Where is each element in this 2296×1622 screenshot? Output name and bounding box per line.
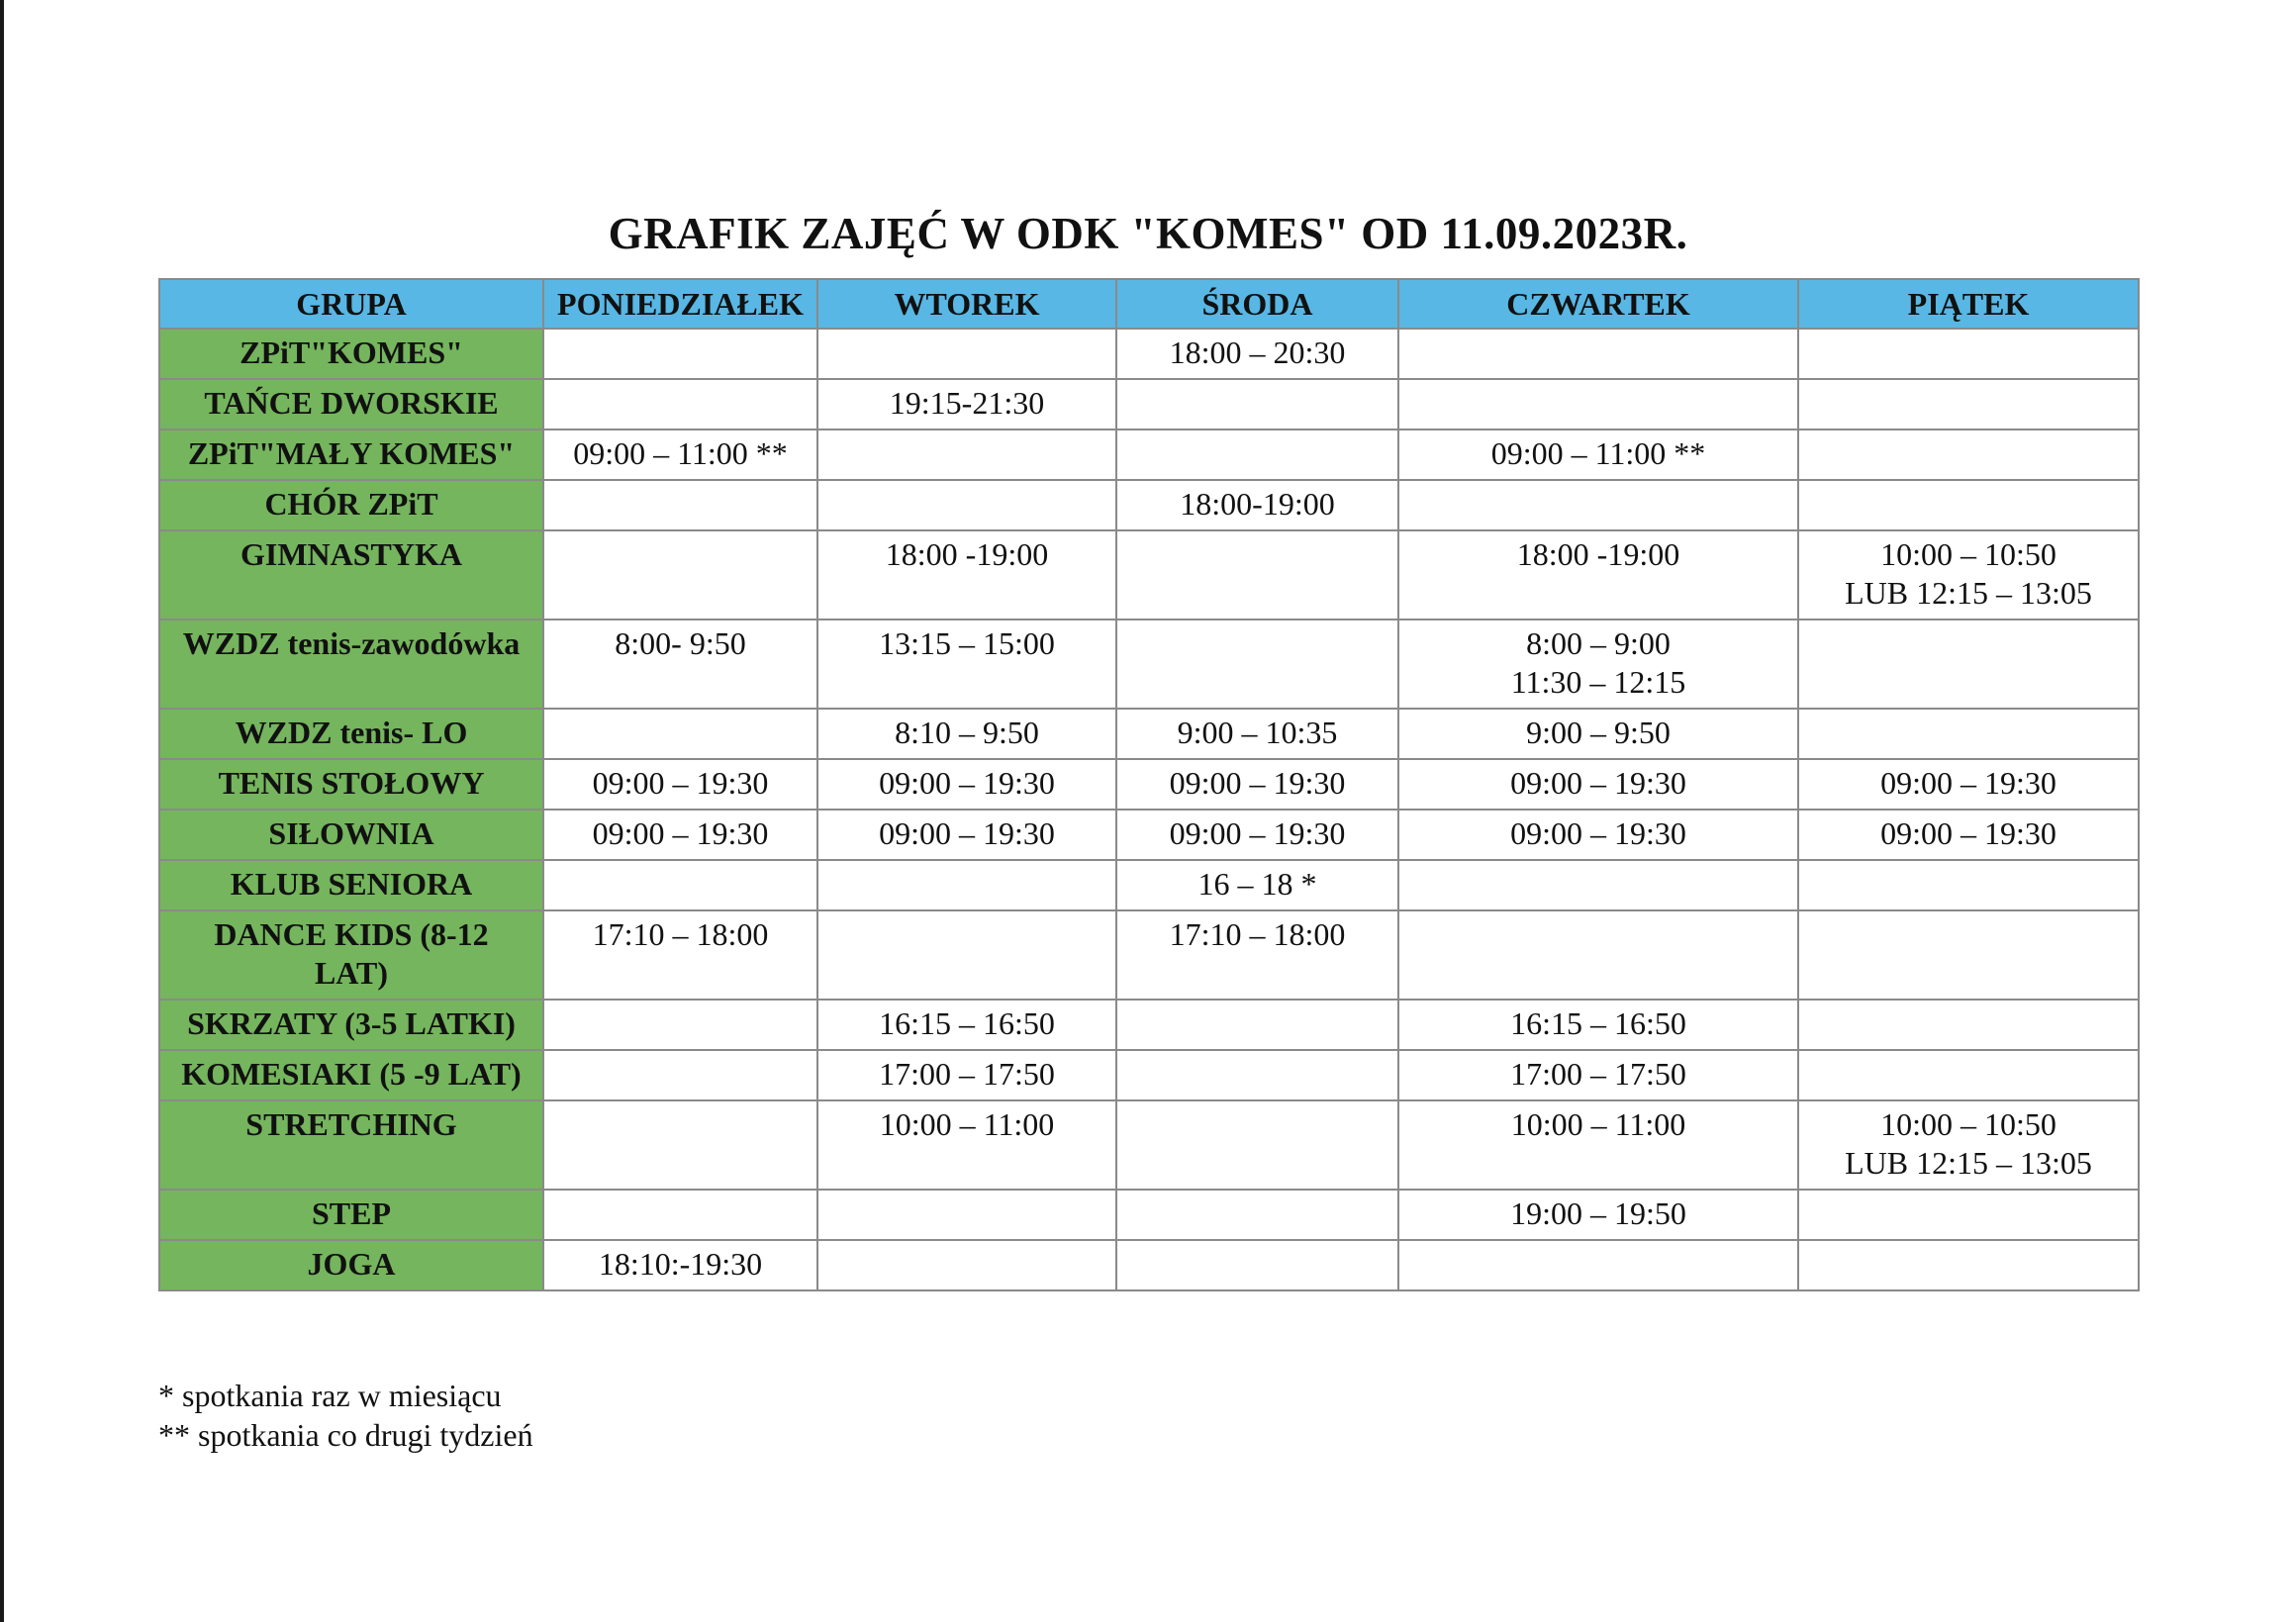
cell-wed: 9:00 – 10:35 xyxy=(1116,709,1398,759)
cell-mon xyxy=(543,1000,817,1050)
cell-mon xyxy=(543,709,817,759)
cell-fri xyxy=(1798,379,2139,429)
group-cell: GIMNASTYKA xyxy=(159,530,543,620)
header-sroda: ŚRODA xyxy=(1116,279,1398,329)
cell-fri xyxy=(1798,1000,2139,1050)
cell-wed xyxy=(1116,1100,1398,1190)
cell-line: 10:00 – 10:50 xyxy=(1880,536,2057,572)
cell-fri xyxy=(1798,530,2139,620)
group-cell: TAŃCE DWORSKIE xyxy=(159,379,543,429)
table-row xyxy=(159,480,2139,530)
table-row xyxy=(159,620,2139,709)
cell-wed: 18:00-19:00 xyxy=(1116,480,1398,530)
group-cell: STRETCHING xyxy=(159,1100,543,1190)
group-cell: STEP xyxy=(159,1190,543,1240)
table-row xyxy=(159,860,2139,910)
group-cell: WZDZ tenis-zawodówka xyxy=(159,620,543,709)
cell-fri xyxy=(1798,1050,2139,1100)
cell-wed: 16 – 18 * xyxy=(1116,860,1398,910)
cell-mon xyxy=(543,530,817,620)
group-cell: WZDZ tenis- LO xyxy=(159,709,543,759)
schedule-table xyxy=(158,278,2140,1291)
cell-wed xyxy=(1116,1050,1398,1100)
cell-wed: 09:00 – 19:30 xyxy=(1116,759,1398,810)
table-row xyxy=(159,1000,2139,1050)
cell-mon xyxy=(543,1190,817,1240)
cell-thu xyxy=(1398,1240,1798,1290)
cell-mon xyxy=(543,1050,817,1100)
cell-mon: 09:00 – 19:30 xyxy=(543,759,817,810)
cell-thu: 10:00 – 11:00 xyxy=(1398,1100,1798,1190)
cell-fri xyxy=(1798,910,2139,1000)
cell-line: 10:00 – 10:50 xyxy=(1880,1106,2057,1142)
cell-wed xyxy=(1116,530,1398,620)
cell-fri xyxy=(1798,860,2139,910)
cell-mon xyxy=(543,860,817,910)
scan-edge xyxy=(0,0,4,1622)
cell-tue xyxy=(817,1190,1116,1240)
header-grupa: GRUPA xyxy=(159,279,543,329)
header-piatek: PIĄTEK xyxy=(1798,279,2139,329)
table-row xyxy=(159,810,2139,860)
footnote-once-monthly: * spotkania raz w miesiącu xyxy=(158,1378,502,1413)
cell-tue xyxy=(817,329,1116,379)
cell-thu xyxy=(1398,480,1798,530)
cell-thu: 18:00 -19:00 xyxy=(1398,530,1798,620)
footnotes xyxy=(158,1376,533,1455)
group-cell: SIŁOWNIA xyxy=(159,810,543,860)
footnote-every-second-week: ** spotkania co drugi tydzień xyxy=(158,1417,533,1453)
cell-tue: 17:00 – 17:50 xyxy=(817,1050,1116,1100)
group-cell: KOMESIAKI (5 -9 LAT) xyxy=(159,1050,543,1100)
cell-wed: 09:00 – 19:30 xyxy=(1116,810,1398,860)
table-row xyxy=(159,1190,2139,1240)
cell-tue: 16:15 – 16:50 xyxy=(817,1000,1116,1050)
group-cell: TENIS STOŁOWY xyxy=(159,759,543,810)
header-row xyxy=(159,279,2139,329)
cell-thu: 09:00 – 19:30 xyxy=(1398,759,1798,810)
cell-fri xyxy=(1798,429,2139,480)
cell-tue: 19:15-21:30 xyxy=(817,379,1116,429)
cell-fri: 09:00 – 19:30 xyxy=(1798,759,2139,810)
group-cell: SKRZATY (3-5 LATKI) xyxy=(159,1000,543,1050)
cell-mon xyxy=(543,1100,817,1190)
cell-line: 11:30 – 12:15 xyxy=(1510,664,1686,700)
cell-mon: 09:00 – 19:30 xyxy=(543,810,817,860)
cell-thu xyxy=(1398,329,1798,379)
header-czwartek: CZWARTEK xyxy=(1398,279,1798,329)
cell-fri xyxy=(1798,709,2139,759)
cell-wed xyxy=(1116,1000,1398,1050)
cell-wed xyxy=(1116,1240,1398,1290)
cell-fri xyxy=(1798,1100,2139,1190)
cell-thu: 17:00 – 17:50 xyxy=(1398,1050,1798,1100)
cell-tue: 09:00 – 19:30 xyxy=(817,810,1116,860)
group-cell: KLUB SENIORA xyxy=(159,860,543,910)
cell-thu: 9:00 – 9:50 xyxy=(1398,709,1798,759)
cell-tue: 8:10 – 9:50 xyxy=(817,709,1116,759)
table-row xyxy=(159,329,2139,379)
cell-thu: 09:00 – 19:30 xyxy=(1398,810,1798,860)
cell-thu: 19:00 – 19:50 xyxy=(1398,1190,1798,1240)
cell-tue xyxy=(817,480,1116,530)
table-row xyxy=(159,759,2139,810)
cell-mon: 09:00 – 11:00 ** xyxy=(543,429,817,480)
group-cell: JOGA xyxy=(159,1240,543,1290)
cell-line: 8:00 – 9:00 xyxy=(1526,625,1671,661)
table-row xyxy=(159,910,2139,1000)
cell-wed: 17:10 – 18:00 xyxy=(1116,910,1398,1000)
cell-tue xyxy=(817,910,1116,1000)
cell-tue: 13:15 – 15:00 xyxy=(817,620,1116,709)
cell-wed: 18:00 – 20:30 xyxy=(1116,329,1398,379)
cell-mon xyxy=(543,379,817,429)
group-cell: ZPiT"KOMES" xyxy=(159,329,543,379)
header-wtorek: WTOREK xyxy=(817,279,1116,329)
table-row xyxy=(159,1050,2139,1100)
cell-line: LUB 12:15 – 13:05 xyxy=(1845,1145,2092,1181)
table-row xyxy=(159,709,2139,759)
cell-fri xyxy=(1798,620,2139,709)
cell-wed xyxy=(1116,379,1398,429)
cell-mon xyxy=(543,329,817,379)
cell-tue xyxy=(817,429,1116,480)
cell-thu: 16:15 – 16:50 xyxy=(1398,1000,1798,1050)
cell-fri: 09:00 – 19:30 xyxy=(1798,810,2139,860)
table-row xyxy=(159,530,2139,620)
cell-fri xyxy=(1798,480,2139,530)
cell-fri xyxy=(1798,1240,2139,1290)
table-row xyxy=(159,429,2139,480)
cell-thu: 09:00 – 11:00 ** xyxy=(1398,429,1798,480)
group-cell: CHÓR ZPiT xyxy=(159,480,543,530)
group-line: DANCE KIDS (8-12 xyxy=(214,916,489,952)
cell-tue xyxy=(817,1240,1116,1290)
group-cell: ZPiT"MAŁY KOMES" xyxy=(159,429,543,480)
cell-mon: 17:10 – 18:00 xyxy=(543,910,817,1000)
cell-thu xyxy=(1398,860,1798,910)
cell-mon xyxy=(543,480,817,530)
cell-wed xyxy=(1116,1190,1398,1240)
cell-fri xyxy=(1798,1190,2139,1240)
cell-mon: 8:00- 9:50 xyxy=(543,620,817,709)
cell-tue: 18:00 -19:00 xyxy=(817,530,1116,620)
group-cell xyxy=(159,910,543,1000)
cell-tue xyxy=(817,860,1116,910)
table-row xyxy=(159,1100,2139,1190)
cell-mon: 18:10:-19:30 xyxy=(543,1240,817,1290)
table-row xyxy=(159,1240,2139,1290)
cell-tue: 09:00 – 19:30 xyxy=(817,759,1116,810)
cell-wed xyxy=(1116,429,1398,480)
cell-tue: 10:00 – 11:00 xyxy=(817,1100,1116,1190)
cell-fri xyxy=(1798,329,2139,379)
cell-thu xyxy=(1398,620,1798,709)
cell-line: LUB 12:15 – 13:05 xyxy=(1845,575,2092,611)
page-title: GRAFIK ZAJĘĆ W ODK "KOMES" OD 11.09.2023R. xyxy=(608,209,1688,258)
cell-wed xyxy=(1116,620,1398,709)
group-line: LAT) xyxy=(314,955,389,991)
header-poniedzialek: PONIEDZIAŁEK xyxy=(543,279,817,329)
cell-thu xyxy=(1398,379,1798,429)
table-row xyxy=(159,379,2139,429)
cell-thu xyxy=(1398,910,1798,1000)
